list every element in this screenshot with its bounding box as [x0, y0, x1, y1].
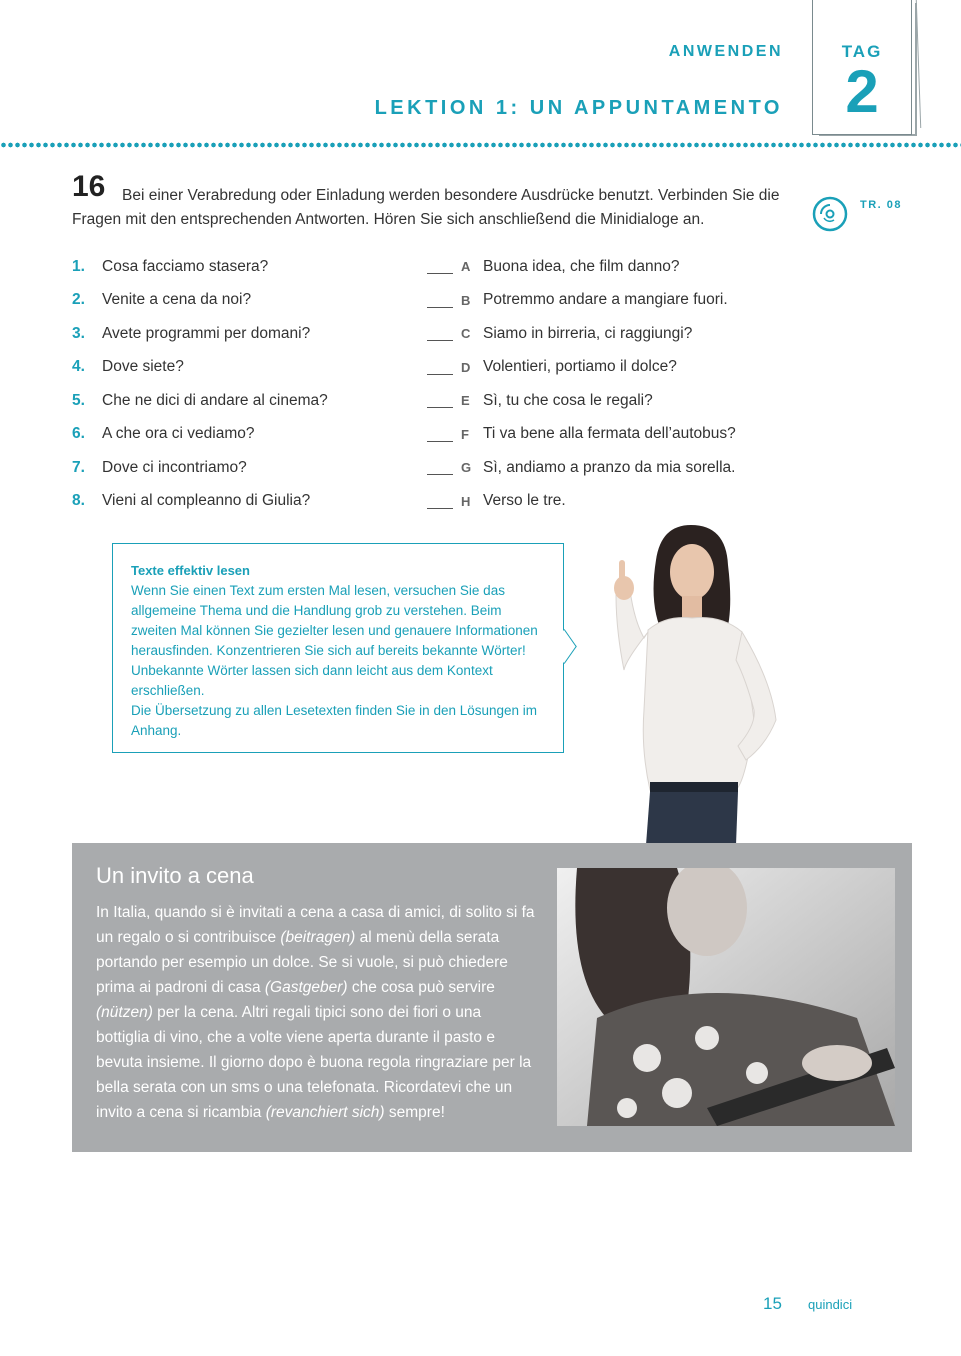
culture-text-part: In Italia, quando si è invitati a cena a casa di amici, di solito si fa un regalo o si contribuisce: [96, 904, 535, 946]
question-text: Cosa facciamo stasera?: [102, 257, 269, 275]
culture-box: [72, 843, 912, 1152]
question-number: 6.: [72, 425, 85, 443]
answer-text: Sì, tu che cosa le regali?: [483, 391, 653, 409]
woman-pointing-photo: [586, 520, 796, 845]
answer-item: [427, 284, 807, 318]
question-number: 8.: [72, 492, 85, 510]
question-text: Che ne dici di andare al cinema?: [102, 391, 328, 409]
question-item: [72, 485, 412, 519]
culture-text-part: che cosa può servire: [347, 979, 495, 996]
question-item: [72, 418, 412, 452]
tip-title: Texte effektiv lesen: [131, 563, 250, 578]
answer-item: [427, 485, 807, 519]
lesson-title: LEKTION 1: UN APPUNTAMENTO: [374, 97, 783, 119]
page-number-word: quindici: [808, 1297, 853, 1312]
answer-item: [427, 384, 807, 418]
gloss: (revanchiert sich): [265, 1104, 385, 1121]
answer-letter: H: [461, 493, 471, 509]
answer-item: [427, 451, 807, 485]
culture-text-part: al menù della serata portando per esempio un dolce. Se si vuole, si può chiedere prima ai padroni di casa: [96, 929, 508, 996]
answer-letter: C: [461, 326, 471, 342]
gloss: (Gastgeber): [264, 979, 348, 996]
day-tag: [812, 0, 912, 135]
question-text: Vieni al compleanno di Giulia?: [102, 492, 311, 510]
tip-body: Wenn Sie einen Text zum ersten Mal lesen, versuchen Sie das allgemeine Thema und die Handlung grob zu verstehen. Beim zweiten Mal können Sie gezielter lesen und genauere Informationen herausfinden. Konzentrieren Sie sich auf bereits bekannte Wörter! Unbekannte Wörter lassen sich dann leicht aus dem Kontext erschließen.: [131, 583, 538, 698]
answer-blank[interactable]: [427, 374, 453, 375]
answer-blank[interactable]: [427, 474, 453, 475]
woman-with-wine-photo: [557, 868, 895, 1126]
exercise-instruction: Bei einer Verabredung oder Einladung werden besondere Ausdrücke benutzt. Verbinden Sie die Fragen mit den entsprechenden Antworten. Hören Sie sich anschließend die Minidialoge an.: [72, 187, 780, 228]
question-item: [72, 317, 412, 351]
question-item: [72, 284, 412, 318]
question-item: [72, 384, 412, 418]
question-number: 3.: [72, 324, 85, 342]
answer-text: Verso le tre.: [483, 492, 566, 510]
day-tag-label: TAG: [841, 42, 883, 61]
question-list: [72, 250, 412, 518]
gloss: (beitragen): [280, 929, 356, 946]
answer-text: Siamo in birreria, ci raggiungi?: [483, 324, 693, 342]
answer-item: [427, 418, 807, 452]
answer-item: [427, 351, 807, 385]
answer-text: Volentieri, portiamo il dolce?: [483, 358, 677, 376]
exercise-number: 16: [72, 170, 106, 203]
culture-text-part: per la cena. Altri regali tipici sono dei fiori o una bottiglia di vino, che a volte viene aperta durante il pasto e bevuta insieme. Il giorno dopo è buona regola ringraziare per la bella serata con un sms o una telefonata. Ricordatevi che un invito a cena si ricambia: [96, 1004, 532, 1121]
answer-text: Potremmo andare a mangiare fuori.: [483, 291, 728, 309]
tip-box: [112, 543, 564, 753]
answer-letter: F: [461, 426, 469, 442]
dotted-divider: [0, 142, 961, 148]
track-label: TR. 08: [860, 199, 903, 211]
question-number: 4.: [72, 358, 85, 376]
answer-text: Buona idea, che film danno?: [483, 257, 680, 275]
section-label: ANWENDEN: [668, 43, 783, 60]
answer-list: [427, 250, 807, 518]
answer-blank[interactable]: [427, 441, 453, 442]
question-text: Venite a cena da noi?: [102, 291, 252, 309]
culture-title: Un invito a cena: [96, 863, 254, 888]
cd-icon[interactable]: [812, 196, 848, 232]
answer-blank[interactable]: [427, 407, 453, 408]
question-number: 5.: [72, 391, 85, 409]
answer-text: Sì, andiamo a pranzo da mia sorella.: [483, 458, 736, 476]
answer-letter: B: [461, 292, 471, 308]
answer-item: [427, 250, 807, 284]
answer-blank[interactable]: [427, 508, 453, 509]
answer-text: Ti va bene alla fermata dell’autobus?: [483, 425, 736, 443]
question-item: [72, 451, 412, 485]
question-number: 1.: [72, 257, 85, 275]
answer-letter: E: [461, 393, 470, 409]
question-item: [72, 351, 412, 385]
answer-letter: A: [461, 259, 471, 275]
answer-blank[interactable]: [427, 340, 453, 341]
question-text: A che ora ci vediamo?: [102, 425, 255, 443]
question-item: [72, 250, 412, 284]
tip-body-translation: Die Übersetzung zu allen Lesetexten finden Sie in den Lösungen im Anhang.: [131, 703, 538, 738]
day-tag-number: 2: [845, 58, 879, 125]
question-number: 2.: [72, 291, 85, 309]
question-text: Dove siete?: [102, 358, 184, 376]
gloss: (nützen): [96, 1004, 153, 1021]
question-number: 7.: [72, 458, 85, 476]
culture-text: [96, 900, 536, 1125]
question-text: Dove ci incontriamo?: [102, 458, 247, 476]
culture-text-part: sempre!: [384, 1104, 445, 1121]
answer-letter: D: [461, 359, 471, 375]
answer-letter: G: [461, 460, 472, 476]
answer-blank[interactable]: [427, 273, 453, 274]
answer-blank[interactable]: [427, 307, 453, 308]
question-text: Avete programmi per domani?: [102, 324, 311, 342]
answer-item: [427, 317, 807, 351]
page-number: 15: [763, 1294, 782, 1313]
